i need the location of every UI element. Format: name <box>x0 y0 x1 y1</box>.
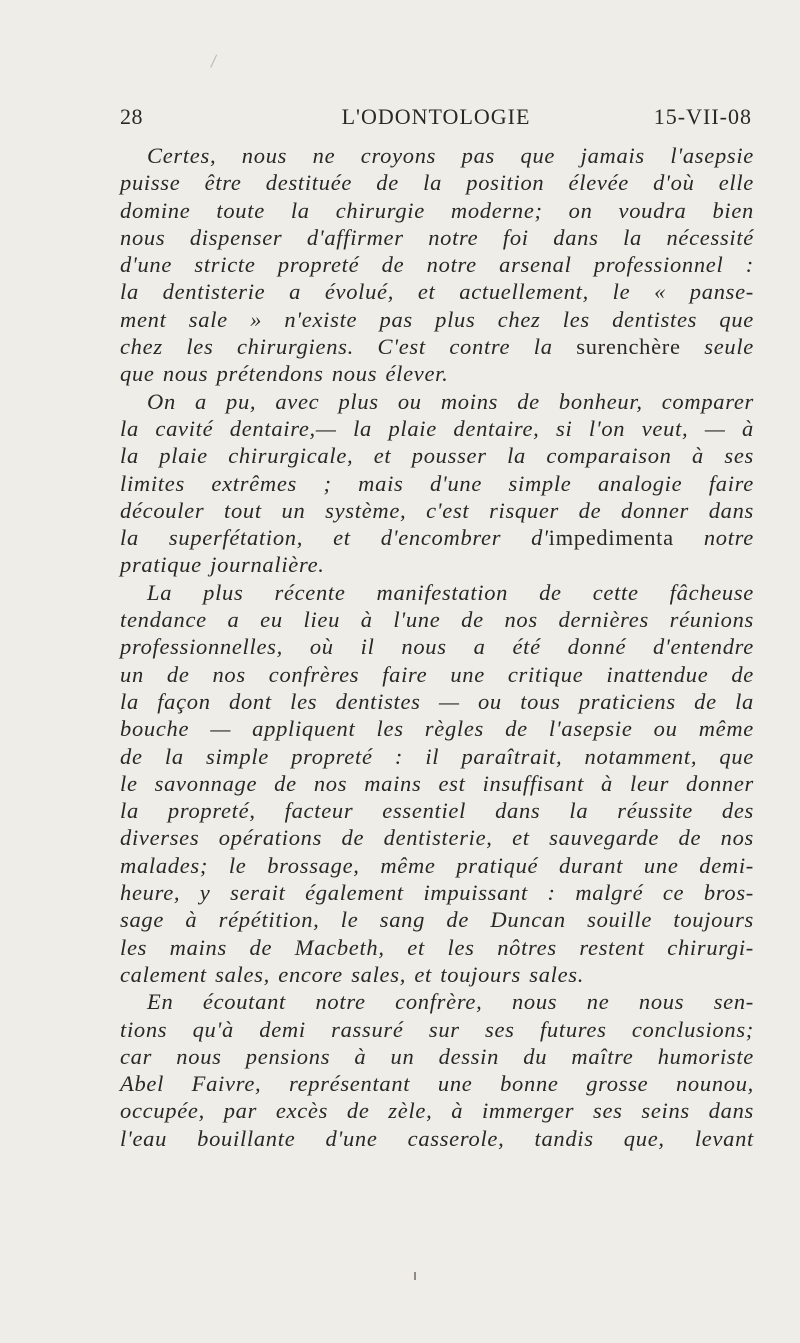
line-text: ment sale » n'existe pas plus chez les dentistes que <box>120 306 754 332</box>
line-text: chez les chirurgiens. C'est contre la <box>120 334 577 360</box>
line-text: de la simple propreté : il paraîtrait, notamment, que <box>120 743 754 769</box>
line-text: calement sales, encore sales, et toujours sales. <box>120 961 585 987</box>
line-text: nous dispenser d'affirmer notre foi dans la nécessité <box>120 224 754 250</box>
text-line <box>120 1125 754 1152</box>
text-line <box>120 278 754 305</box>
line-text: la propreté, facteur essentiel dans la réussite des <box>120 798 754 824</box>
line-text: la façon dont les dentistes — ou tous praticiens de la <box>120 688 754 714</box>
line-text: Abel Faivre, représentant une bonne grosse nounou, <box>120 1071 754 1097</box>
text-line <box>120 688 754 715</box>
article-body <box>120 142 754 1152</box>
roman-word: impedimenta <box>548 525 674 551</box>
line-text: On a pu, avec plus ou moins de bonheur, comparer <box>147 388 754 414</box>
line-text: occupée, par excès de zèle, à immerger ses seins dans <box>120 1098 754 1124</box>
text-line <box>120 661 754 688</box>
line-text: tions qu'à demi rassuré sur ses futures conclusions; <box>120 1016 754 1042</box>
paper-mark <box>414 1272 416 1280</box>
text-line <box>120 633 754 660</box>
text-line <box>120 743 754 770</box>
journal-title: L'ODONTOLOGIE <box>341 104 531 129</box>
text-line <box>120 770 754 797</box>
line-text: La plus récente manifestation de cette fâcheuse <box>147 579 754 605</box>
line-text: la superfétation, et d'encombrer d' <box>120 525 549 551</box>
text-line <box>120 1016 754 1043</box>
line-text: diverses opérations de dentisterie, et sauvegarde de nos <box>120 825 754 851</box>
text-line <box>120 551 754 578</box>
text-line <box>120 824 754 851</box>
text-line <box>120 579 754 606</box>
line-text: domine toute la chirurgie moderne; on voudra bien <box>120 197 754 223</box>
text-line <box>120 524 754 551</box>
line-text: seule <box>680 334 754 360</box>
line-text: malades; le brossage, même pratiqué durant une demi- <box>120 852 754 878</box>
line-text: que nous prétendons nous élever. <box>120 361 449 387</box>
line-text: bouche — appliquent les règles de l'asepsie ou même <box>120 716 754 742</box>
running-head <box>120 104 752 134</box>
text-line <box>120 224 754 251</box>
text-line <box>120 497 754 524</box>
line-text: notre <box>673 525 754 551</box>
paper-mark <box>210 55 220 70</box>
text-line <box>120 142 754 169</box>
line-text: un de nos confrères faire une critique inattendue de <box>120 661 754 687</box>
roman-word: surenchère <box>576 334 681 360</box>
line-text: d'une stricte propreté de notre arsenal professionnel : <box>120 252 754 278</box>
line-text: la dentisterie a évolué, et actuellement, le « panse- <box>120 279 754 305</box>
line-text: heure, y serait également impuissant : malgré ce bros- <box>120 880 754 906</box>
line-text: l'eau bouillante d'une casserole, tandis que, levant <box>120 1125 754 1151</box>
text-line <box>120 797 754 824</box>
text-line <box>120 1097 754 1124</box>
issue-date: 15-VII-08 <box>653 104 752 129</box>
text-line <box>120 961 754 988</box>
line-text: la cavité dentaire,— la plaie dentaire, si l'on veut, — à <box>120 415 754 441</box>
line-text: professionnelles, où il nous a été donné d'entendre <box>120 634 754 660</box>
text-line <box>120 442 754 469</box>
text-line <box>120 169 754 196</box>
line-text: tendance a eu lieu à l'une de nos dernières réunions <box>120 607 754 633</box>
line-text: Certes, nous ne croyons pas que jamais l'asepsie <box>147 143 754 168</box>
text-line <box>120 606 754 633</box>
text-line <box>120 197 754 224</box>
text-line <box>120 306 754 333</box>
line-text: car nous pensions à un dessin du maître humoriste <box>120 1043 754 1069</box>
page-number: 28 <box>120 104 143 129</box>
line-text: puisse être destituée de la position élevée d'où elle <box>120 170 754 196</box>
text-line <box>120 470 754 497</box>
line-text: sage à répétition, le sang de Duncan souille toujours <box>120 907 754 933</box>
text-line <box>120 1043 754 1070</box>
text-line <box>120 333 754 360</box>
line-text: En écoutant notre confrère, nous ne nous sen- <box>147 989 754 1015</box>
line-text: le savonnage de nos mains est insuffisant à leur donner <box>120 770 754 796</box>
text-line <box>120 715 754 742</box>
line-text: découler tout un système, c'est risquer de donner dans <box>120 497 754 523</box>
line-text: les mains de Macbeth, et les nôtres restent chirurgi- <box>120 934 754 960</box>
line-text: pratique journalière. <box>120 552 325 578</box>
text-line <box>120 906 754 933</box>
text-line <box>120 388 754 415</box>
line-text: la plaie chirurgicale, et pousser la comparaison à ses <box>120 443 754 469</box>
text-line <box>120 360 754 387</box>
text-line <box>120 251 754 278</box>
text-line <box>120 988 754 1015</box>
line-text: limites extrêmes ; mais d'une simple analogie faire <box>120 470 754 496</box>
text-line <box>120 852 754 879</box>
text-line <box>120 1070 754 1097</box>
text-line <box>120 879 754 906</box>
text-line <box>120 934 754 961</box>
text-line <box>120 415 754 442</box>
